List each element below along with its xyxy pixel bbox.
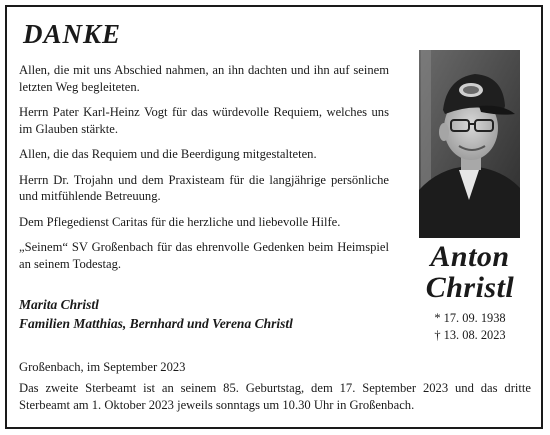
thanks-paragraph: Herrn Pater Karl-Heinz Vogt für das würdevolle Requiem, welches uns im Glauben stärkte. xyxy=(19,105,389,136)
obituary-notice xyxy=(5,5,543,429)
family-line: Familien Matthias, Bernhard und Verena Christl xyxy=(19,316,293,331)
family-signature xyxy=(19,295,389,333)
thanks-paragraph: Allen, die das Requiem und die Beerdigung mitgestalteten. xyxy=(19,147,317,161)
thanks-paragraph: Dem Pflegedienst Caritas für die herzliche und liebevolle Hilfe. xyxy=(19,214,341,229)
deceased-name xyxy=(409,241,531,303)
portrait-image xyxy=(419,50,520,238)
deceased-last-name: Christl xyxy=(425,271,515,304)
portrait-photo xyxy=(419,50,520,238)
mass-note: Das zweite Sterbeamt ist an seinem 85. Geburtstag, dem 17. September 2023 und das dritte Sterbeamt am 1. Oktober 2023 jeweils sonntags um 10.30 Uhr in Großenbach. xyxy=(19,381,531,412)
thanks-paragraphs xyxy=(19,62,389,281)
thanks-paragraph: Allen, die mit uns Abschied nahmen, an ihn dachten und ihn auf seinem letzten Weg begleiteten. xyxy=(19,63,389,94)
thanks-paragraph: Herrn Dr. Trojahn und dem Praxisteam für die langjährige persönliche und mitfühlende Betreuung. xyxy=(19,172,389,203)
death-date: † 13. 08. 2023 xyxy=(434,328,506,342)
family-line: Marita Christl xyxy=(19,297,99,312)
life-dates xyxy=(409,310,531,344)
birth-date: * 17. 09. 1938 xyxy=(434,311,506,325)
notice-heading: DANKE xyxy=(23,19,122,49)
place-date: Großenbach, im September 2023 xyxy=(19,360,186,374)
thanks-paragraph: „Seinem“ SV Großenbach für das ehrenvolle Gedenken beim Heimspiel an seinem Todestag. xyxy=(19,240,389,271)
deceased-first-name: Anton xyxy=(430,240,510,273)
